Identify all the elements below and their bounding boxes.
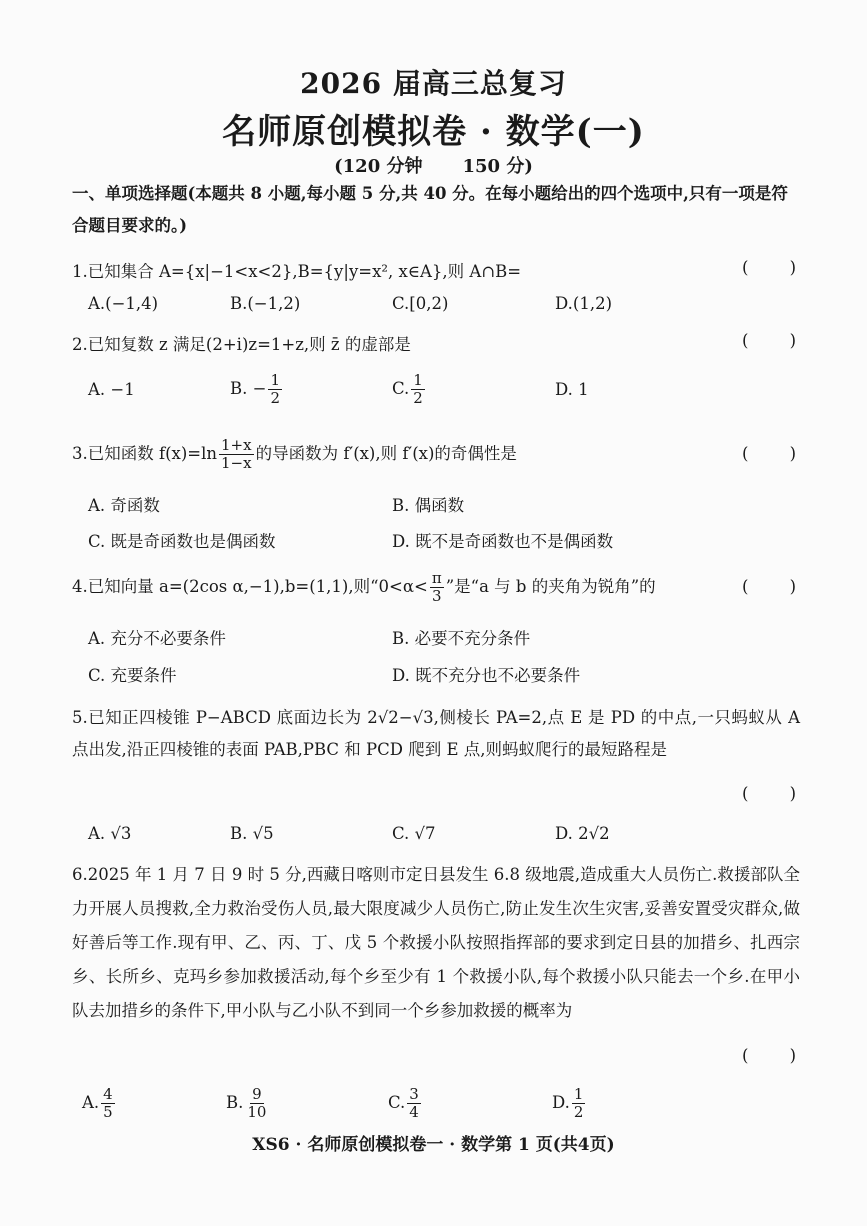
q6-option-d-fraction bbox=[572, 1086, 586, 1121]
q6-option-b-label: B. bbox=[226, 1093, 244, 1112]
q1-option-a: A.(−1,4) bbox=[88, 294, 159, 313]
fraction-numerator: 3 bbox=[409, 1085, 419, 1103]
q4-option-b: B. 必要不充分条件 bbox=[392, 629, 531, 648]
q6-answer-bracket: ( ) bbox=[742, 1046, 815, 1065]
exam-time-score bbox=[0, 152, 867, 178]
q4-answer-bracket: ( ) bbox=[742, 577, 815, 596]
q2-answer-bracket: ( ) bbox=[742, 331, 815, 350]
q3-option-d: D. 既不是奇函数也不是偶函数 bbox=[392, 532, 614, 551]
q3-stem bbox=[72, 437, 517, 472]
q4-stem-suffix: ”是“a 与 b 的夹角为锐角”的 bbox=[445, 577, 656, 596]
exam-time: (120 分钟 bbox=[334, 156, 423, 177]
fraction-denominator: 2 bbox=[413, 389, 423, 407]
q2-option-a: A. −1 bbox=[88, 380, 135, 399]
q3-stem-prefix: 3.已知函数 f(x)=ln bbox=[72, 444, 218, 463]
q2-option-c-fraction bbox=[411, 372, 425, 407]
q5-stem: 5.已知正四棱锥 P−ABCD 底面边长为 2√2−√3,侧棱长 PA=2,点 E 是 PD 的中点,一只蚂蚁从 A 点出发,沿正四棱锥的表面 PAB,PBC 和 PCD 爬到 E 点,则蚂蚁爬行的最短路程是 bbox=[72, 708, 800, 759]
page-footer: XS6 · 名师原创模拟卷一 · 数学第 1 页(共4页) bbox=[252, 1135, 615, 1155]
q2-option-b bbox=[230, 372, 284, 407]
exam-paper-title: 名师原创模拟卷 · 数学(一) bbox=[222, 112, 645, 152]
fraction-denominator: 10 bbox=[247, 1103, 267, 1121]
q6-option-b bbox=[226, 1086, 270, 1121]
q2-option-c-label: C. bbox=[392, 379, 410, 398]
q6-stem: 6.2025 年 1 月 7 日 9 时 5 分,西藏日喀则市定日县发生 6.8 级地震,造成重大人员伤亡.救援部队全力开展人员搜救,全力救治受伤人员,最大限度减少人员伤亡,防止发生次生灾害,妥善安置受灾群众,做好善后等工作.现有甲、乙、丙、丁、戊 5 个救援小队按照指挥部的要求到定日县的加措乡、扎西宗乡、长所乡、克玛乡参加救援活动,每个乡至少有 1 个救援小队,每个救援小队只能去一个乡.在甲小队去加措乡的条件下,甲小队与乙小队不到同一个乡参加救援的概率为 bbox=[72, 865, 800, 1020]
fraction-denominator: 3 bbox=[432, 587, 442, 605]
q4-stem bbox=[72, 570, 656, 605]
q4-stem-prefix: 4.已知向量 a=(2cos α,−1),b=(1,1),则“0<α< bbox=[72, 577, 428, 596]
q2-stem: 2.已知复数 z 满足(2+i)z=1+z,则 z̄ 的虚部是 bbox=[72, 335, 411, 354]
fraction-numerator: 1 bbox=[270, 371, 280, 389]
q2-option-b-label: B. − bbox=[230, 379, 267, 398]
fraction-denominator: 5 bbox=[103, 1103, 113, 1121]
q4-option-c: C. 充要条件 bbox=[88, 666, 177, 685]
exam-score: 150 分) bbox=[462, 156, 533, 177]
fraction-numerator: 4 bbox=[103, 1085, 113, 1103]
fraction-denominator: 1−x bbox=[221, 454, 252, 472]
q5-option-a: A. √3 bbox=[88, 824, 132, 843]
q6-option-c-fraction bbox=[407, 1086, 421, 1121]
q1-answer-bracket: ( ) bbox=[742, 258, 815, 277]
q3-option-c: C. 既是奇函数也是偶函数 bbox=[88, 532, 276, 551]
q5-option-d: D. 2√2 bbox=[555, 824, 610, 843]
q6-option-b-fraction bbox=[245, 1086, 268, 1121]
q6-option-c-label: C. bbox=[388, 1093, 406, 1112]
q6-option-a bbox=[82, 1086, 117, 1121]
q3-option-a: A. 奇函数 bbox=[88, 496, 160, 515]
q3-stem-suffix: 的导函数为 f′(x),则 f′(x)的奇偶性是 bbox=[255, 444, 517, 463]
q3-answer-bracket: ( ) bbox=[742, 444, 815, 463]
q1-option-c: C.[0,2) bbox=[392, 294, 449, 313]
q1-option-d: D.(1,2) bbox=[555, 294, 613, 313]
fraction-numerator: 1 bbox=[413, 371, 423, 389]
fraction-denominator: 2 bbox=[270, 389, 280, 407]
q5-option-b: B. √5 bbox=[230, 824, 274, 843]
q4-option-d: D. 既不充分也不必要条件 bbox=[392, 666, 581, 685]
fraction-numerator: 1 bbox=[573, 1085, 584, 1103]
fraction-denominator: 4 bbox=[409, 1103, 419, 1121]
exam-series-title: 2026 届高三总复习 bbox=[300, 67, 567, 100]
fraction-numerator: π bbox=[431, 569, 442, 587]
q4-stem-fraction bbox=[430, 570, 444, 605]
q2-option-d: D. 1 bbox=[555, 380, 589, 399]
q4-option-a: A. 充分不必要条件 bbox=[88, 629, 226, 648]
section-heading: 一、单项选择题(本题共 8 小题,每小题 5 分,共 40 分。在每小题给出的四个选项中,只有一项是符合题目要求的。) bbox=[72, 184, 788, 235]
q1-option-b: B.(−1,2) bbox=[230, 294, 301, 313]
q6-option-a-label: A. bbox=[82, 1093, 100, 1112]
q3-option-b: B. 偶函数 bbox=[392, 496, 465, 515]
fraction-denominator: 2 bbox=[573, 1103, 584, 1121]
q5-answer-bracket: ( ) bbox=[742, 784, 815, 803]
fraction-numerator: 1+x bbox=[221, 436, 252, 454]
q6-option-d bbox=[552, 1086, 587, 1121]
q1-stem: 1.已知集合 A={x|−1<x<2},B={y|y=x², x∈A},则 A∩B= bbox=[72, 262, 522, 281]
q3-stem-fraction bbox=[219, 437, 254, 472]
q2-option-b-fraction bbox=[268, 372, 282, 407]
q2-option-c bbox=[392, 372, 427, 407]
q6-option-a-fraction bbox=[101, 1086, 115, 1121]
fraction-numerator: 9 bbox=[252, 1085, 262, 1103]
q6-option-c bbox=[388, 1086, 423, 1121]
q5-option-c: C. √7 bbox=[392, 824, 436, 843]
q6-option-d-label: D. bbox=[552, 1093, 570, 1112]
